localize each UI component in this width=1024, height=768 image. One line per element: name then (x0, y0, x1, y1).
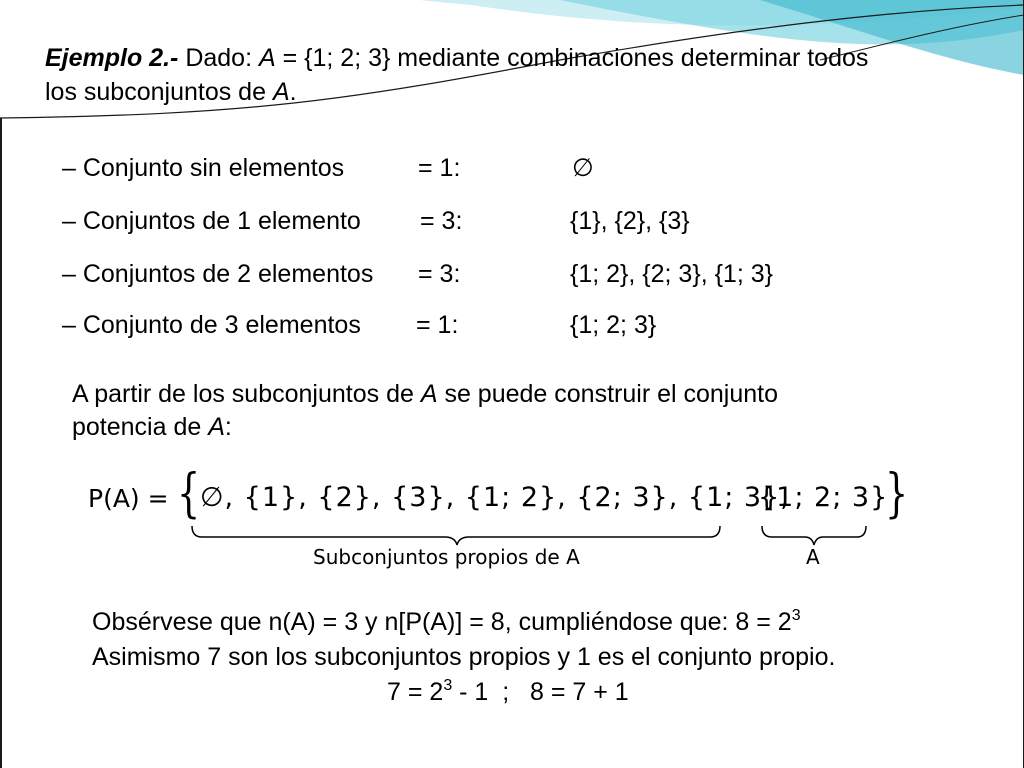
observation-line1-exponent: 3 (791, 607, 801, 624)
heading-var-a: A (258, 44, 276, 72)
heading-line-1 (45, 42, 868, 74)
observation-line-3 (387, 676, 629, 708)
row-label: – Conjuntos de 1 elemento (62, 207, 361, 235)
power-intro-line2-var: A (208, 413, 225, 441)
row-sets: {1; 2}, {2; 3}, {1; 3} (570, 260, 773, 288)
power-set-close-brace: } (884, 464, 909, 524)
label-proper-subsets: Subconjuntos propios de A (313, 545, 580, 569)
row-label: – Conjuntos de 2 elementos (62, 260, 374, 288)
heading-text-b: = {1; 2; 3} mediante combinaciones determinar todos (275, 44, 869, 72)
power-set-lhs: P(A) = (88, 484, 169, 513)
example-label: Ejemplo 2.- (45, 44, 179, 72)
heading-text-a: Dado: (178, 44, 259, 72)
underbrace-proper-subsets (192, 526, 720, 545)
power-intro-line-2 (72, 411, 232, 443)
row-sets: {1; 2; 3} (570, 311, 657, 339)
underbrace-a (762, 526, 866, 545)
row-count: = 3: (420, 207, 463, 235)
row-label: – Conjunto de 3 elementos (62, 311, 361, 339)
observation-line3-text-b: - 1 ; 8 = 7 + 1 (452, 678, 629, 706)
heading-line-2 (45, 76, 297, 108)
heading-line2-text: los subconjuntos de (45, 78, 273, 106)
power-set-last-element: {1; 2; 3} (758, 482, 889, 513)
observation-line3-text-a: 7 = 2 (387, 678, 444, 706)
row-sets: {1}, {2}, {3} (570, 207, 690, 235)
power-intro-var: A (420, 380, 438, 408)
observation-line-2: Asimismo 7 son los subconjuntos propios y 1 es el conjunto propio. (92, 643, 836, 671)
row-count: = 1: (416, 311, 459, 339)
frame-left-line (0, 118, 2, 768)
row-count: = 1: (418, 154, 461, 182)
power-intro-line-1 (72, 378, 778, 410)
observation-line3-exponent: 3 (443, 677, 453, 694)
power-set-open-brace: { (176, 464, 201, 524)
power-intro-text-a: A partir de los subconjuntos de (72, 380, 421, 408)
row-sets: ∅ (572, 153, 594, 182)
power-intro-line2-end: : (224, 413, 232, 441)
heading-line2-var: A (272, 78, 290, 106)
heading-line2-end: . (289, 78, 297, 106)
power-intro-text-b: se puede construir el conjunto (437, 380, 779, 408)
observation-line-1 (92, 606, 801, 638)
power-set-elements: ∅, {1}, {2}, {3}, {1; 2}, {2; 3}, {1; 3}, (200, 482, 790, 513)
row-count: = 3: (418, 260, 461, 288)
observation-line1-text: Obsérvese que n(A) = 3 y n[P(A)] = 8, cumpliéndose que: 8 = 2 (92, 608, 792, 636)
power-intro-line2-text: potencia de (72, 413, 209, 441)
row-label: – Conjunto sin elementos (62, 154, 345, 182)
label-a: A (806, 545, 820, 569)
